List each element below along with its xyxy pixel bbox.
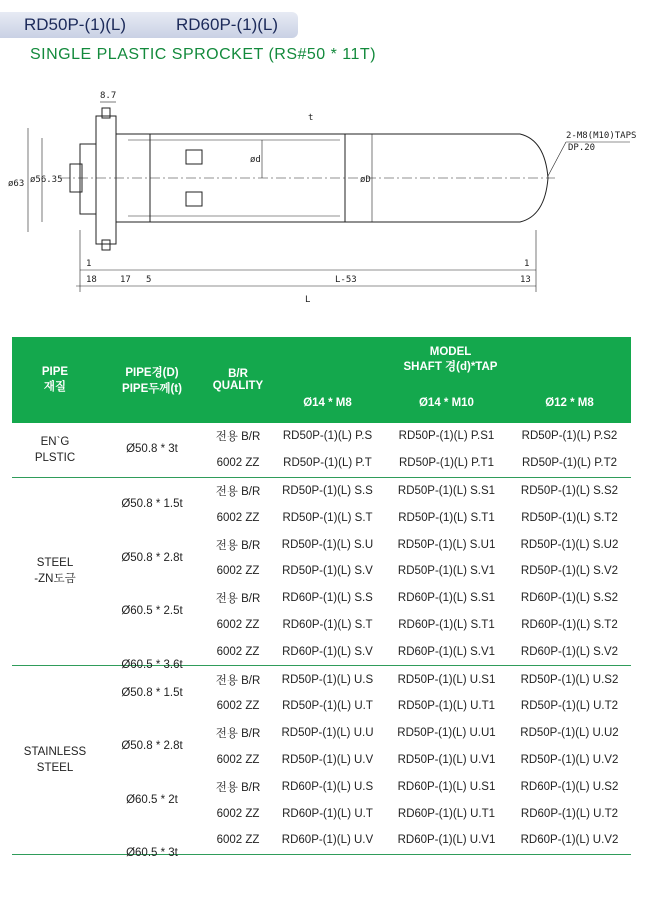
model-code-cell: RD50P-(1)(L) S.V bbox=[282, 565, 373, 578]
pipe-spec-cell: Ø50.8 * 2.8t bbox=[121, 551, 183, 564]
bearing-quality-cell: 전용 B/R bbox=[215, 781, 261, 794]
model-code-cell: RD60P-(1)(L) U.V1 bbox=[385, 827, 508, 854]
model-code-cell: RD50P-(1)(L) P.T2 bbox=[508, 450, 631, 477]
model-code-cell: RD60P-(1)(L) U.T bbox=[282, 807, 373, 820]
material-cell bbox=[12, 423, 98, 477]
model-code-cell: RD50P-(1)(L) S.V1 bbox=[397, 565, 496, 578]
bearing-quality-cell: 6002 ZZ bbox=[206, 827, 270, 854]
pipe-spec-cell: Ø60.5 * 2.5t bbox=[121, 605, 183, 618]
bearing-box bbox=[186, 150, 202, 164]
model-code-cell: RD60P-(1)(L) S.V2 bbox=[508, 638, 631, 665]
bearing-quality-cell: 6002 ZZ bbox=[206, 638, 270, 665]
model-code-cell: RD60P-(1)(L) S.S bbox=[282, 592, 373, 605]
model-code-cell: RD60P-(1)(L) U.T1 bbox=[397, 807, 496, 820]
header-model: MODEL SHAFT 경(d)*TAP bbox=[270, 337, 631, 383]
material-label: PLSTIC bbox=[34, 451, 76, 464]
bearing-quality-cell: 전용 B/R bbox=[215, 674, 261, 687]
model-code-cell: RD50P-(1)(L) U.U2 bbox=[520, 727, 619, 740]
header-shaft-3: Ø12 * M8 bbox=[508, 383, 631, 423]
pipe-spec-cell: Ø60.5 * 3t bbox=[98, 840, 206, 867]
dim-8-7: 8.7 bbox=[100, 91, 117, 101]
model-code-cell: RD50P-(1)(L) S.U2 bbox=[520, 538, 619, 551]
model-code-cell: RD50P-(1)(L) S.T bbox=[282, 511, 373, 524]
taps-label: 2-M8(M10)TAPS bbox=[566, 131, 637, 141]
model-code-cell: RD50P-(1)(L) U.S bbox=[281, 673, 374, 686]
pipe-spec-cell: Ø50.8 * 1.5t bbox=[121, 497, 183, 510]
model-code-cell: RD50P-(1)(L) U.V1 bbox=[397, 753, 496, 766]
table-header-row bbox=[12, 337, 631, 383]
model-code-cell: RD60P-(1)(L) S.T2 bbox=[521, 618, 618, 631]
material-label: STAINLESS bbox=[23, 745, 87, 758]
material-label: STEEL bbox=[36, 557, 74, 570]
pipe-spec-cell: Ø60.5 * 2t bbox=[126, 793, 178, 806]
table-row bbox=[12, 585, 631, 612]
material-label: -ZN도금 bbox=[34, 573, 76, 586]
model-code-cell: RD60P-(1)(L) S.S2 bbox=[520, 592, 619, 605]
model-code-cell: RD60P-(1)(L) S.V bbox=[270, 638, 385, 665]
model-code-cell: RD50P-(1)(L) U.T1 bbox=[397, 700, 496, 713]
bearing-quality-cell: 전용 B/R bbox=[215, 539, 261, 552]
model-code-cell: RD50P-(1)(L) S.V2 bbox=[520, 565, 619, 578]
model-code-cell: RD50P-(1)(L) S.S1 bbox=[397, 484, 496, 497]
model-code-cell: RD60P-(1)(L) S.V1 bbox=[385, 638, 508, 665]
dim-l-53: L-53 bbox=[335, 275, 357, 285]
model-code-cell: RD50P-(1)(L) P.S2 bbox=[521, 430, 618, 443]
table-row bbox=[12, 773, 631, 800]
bearing-quality-cell: 6002 ZZ bbox=[216, 511, 260, 524]
pipe-spec-cell: Ø60.5 * 3.6t bbox=[98, 651, 206, 678]
model-title-rd50p: RD50P-(1)(L) bbox=[24, 15, 127, 34]
bearing-quality-cell: 6002 ZZ bbox=[216, 753, 260, 766]
bearing-quality-cell: 6002 ZZ bbox=[216, 565, 260, 578]
model-code-cell: RD50P-(1)(L) P.T1 bbox=[385, 450, 508, 477]
bearing-quality-cell: 전용 B/R bbox=[215, 728, 261, 741]
bearing-quality-cell: 6002 ZZ bbox=[216, 807, 260, 820]
dim-1-left: 1 bbox=[86, 259, 92, 269]
header-material: PIPE 재질 bbox=[12, 337, 98, 423]
dim-18: 18 bbox=[86, 275, 97, 285]
model-code-cell: RD60P-(1)(L) S.T bbox=[282, 618, 373, 631]
dim-17: 17 bbox=[120, 275, 131, 285]
model-code-cell: RD50P-(1)(L) U.V bbox=[281, 753, 374, 766]
table-row bbox=[12, 423, 631, 450]
dim-1-right: 1 bbox=[524, 259, 530, 269]
dim-t: t bbox=[308, 113, 314, 123]
model-code-cell: RD50P-(1)(L) U.U1 bbox=[397, 727, 496, 740]
bearing-quality-cell: 6002 ZZ bbox=[216, 700, 260, 713]
model-code-cell: RD60P-(1)(L) U.S1 bbox=[397, 780, 496, 793]
model-code-cell: RD60P-(1)(L) U.V2 bbox=[508, 827, 631, 854]
model-code-cell: RD50P-(1)(L) S.S2 bbox=[520, 484, 619, 497]
model-code-cell: RD50P-(1)(L) P.S bbox=[282, 430, 373, 443]
taps-depth-label: DP.20 bbox=[568, 143, 596, 153]
model-code-cell: RD50P-(1)(L) S.T2 bbox=[521, 511, 618, 524]
dim-D: øD bbox=[360, 175, 371, 185]
roller-drawing bbox=[0, 80, 647, 320]
model-code-cell: RD50P-(1)(L) P.S1 bbox=[398, 430, 495, 443]
table-row bbox=[12, 531, 631, 558]
dim-l: L bbox=[305, 295, 311, 305]
table-row bbox=[12, 827, 631, 854]
pipe-spec-cell: Ø50.8 * 2.8t bbox=[121, 740, 183, 753]
model-code-cell: RD50P-(1)(L) S.T1 bbox=[398, 511, 495, 524]
model-code-cell: RD50P-(1)(L) U.T bbox=[282, 700, 373, 713]
table-row bbox=[12, 477, 631, 504]
table-row bbox=[12, 720, 631, 747]
model-code-cell: RD60P-(1)(L) U.T2 bbox=[520, 807, 619, 820]
dim-d: ød bbox=[250, 155, 261, 165]
material-cell bbox=[12, 477, 98, 666]
model-title-rd60p: RD60P-(1)(L) bbox=[176, 15, 279, 34]
model-code-cell: RD60P-(1)(L) U.S bbox=[281, 780, 374, 793]
bearing-box-lower bbox=[186, 192, 202, 206]
table-row bbox=[12, 638, 631, 665]
bearing-quality-cell: 전용 B/R bbox=[215, 593, 261, 606]
model-table bbox=[12, 337, 631, 860]
header-shaft-1: Ø14 * M8 bbox=[270, 383, 385, 423]
model-code-cell: RD50P-(1)(L) U.S1 bbox=[397, 673, 496, 686]
model-code-cell: RD60P-(1)(L) U.V bbox=[270, 827, 385, 854]
dim-phi56-35: ø56.35 bbox=[30, 175, 63, 185]
model-code-cell: RD50P-(1)(L) U.V2 bbox=[520, 753, 619, 766]
pipe-spec-cell: Ø50.8 * 1.5t bbox=[121, 686, 183, 699]
model-code-cell: RD50P-(1)(L) U.T2 bbox=[520, 700, 619, 713]
model-code-cell: RD50P-(1)(L) S.U1 bbox=[397, 538, 496, 551]
model-code-cell: RD50P-(1)(L) U.S2 bbox=[520, 673, 619, 686]
header-br: B/R QUALITY bbox=[206, 337, 270, 423]
table-body bbox=[12, 423, 631, 860]
model-code-cell: RD50P-(1)(L) S.U bbox=[281, 538, 374, 551]
dim-5: 5 bbox=[146, 275, 152, 285]
model-code-cell: RD50P-(1)(L) U.U bbox=[281, 727, 374, 740]
bearing-quality-cell: 6002 ZZ bbox=[206, 450, 270, 477]
pipe-spec-cell: Ø50.8 * 3t bbox=[126, 443, 178, 456]
model-code-cell: RD60P-(1)(L) S.T1 bbox=[398, 618, 495, 631]
model-code-cell: RD50P-(1)(L) S.S bbox=[282, 484, 373, 497]
material-label: STEEL bbox=[36, 761, 74, 774]
sprocket-body bbox=[96, 116, 116, 244]
header-shaft-2: Ø14 * M10 bbox=[385, 383, 508, 423]
dim-13: 13 bbox=[520, 275, 531, 285]
dim-phi63: ø63 bbox=[8, 179, 25, 189]
model-code-cell: RD60P-(1)(L) S.S1 bbox=[397, 592, 496, 605]
bearing-quality-cell: 전용 B/R bbox=[215, 431, 261, 444]
model-code-cell: RD60P-(1)(L) U.S2 bbox=[520, 780, 619, 793]
bearing-quality-cell: 전용 B/R bbox=[215, 485, 261, 498]
material-label: EN`G bbox=[40, 435, 70, 448]
bearing-quality-cell: 6002 ZZ bbox=[216, 618, 260, 631]
header-pipe: PIPE경(D) PIPE두께(t) bbox=[98, 337, 206, 423]
product-subtitle: SINGLE PLASTIC SPROCKET (RS#50 * 11T) bbox=[30, 46, 377, 63]
material-cell bbox=[12, 666, 98, 855]
sprocket-tooth-bottom bbox=[102, 240, 110, 250]
model-code-cell: RD50P-(1)(L) P.T bbox=[270, 450, 385, 477]
